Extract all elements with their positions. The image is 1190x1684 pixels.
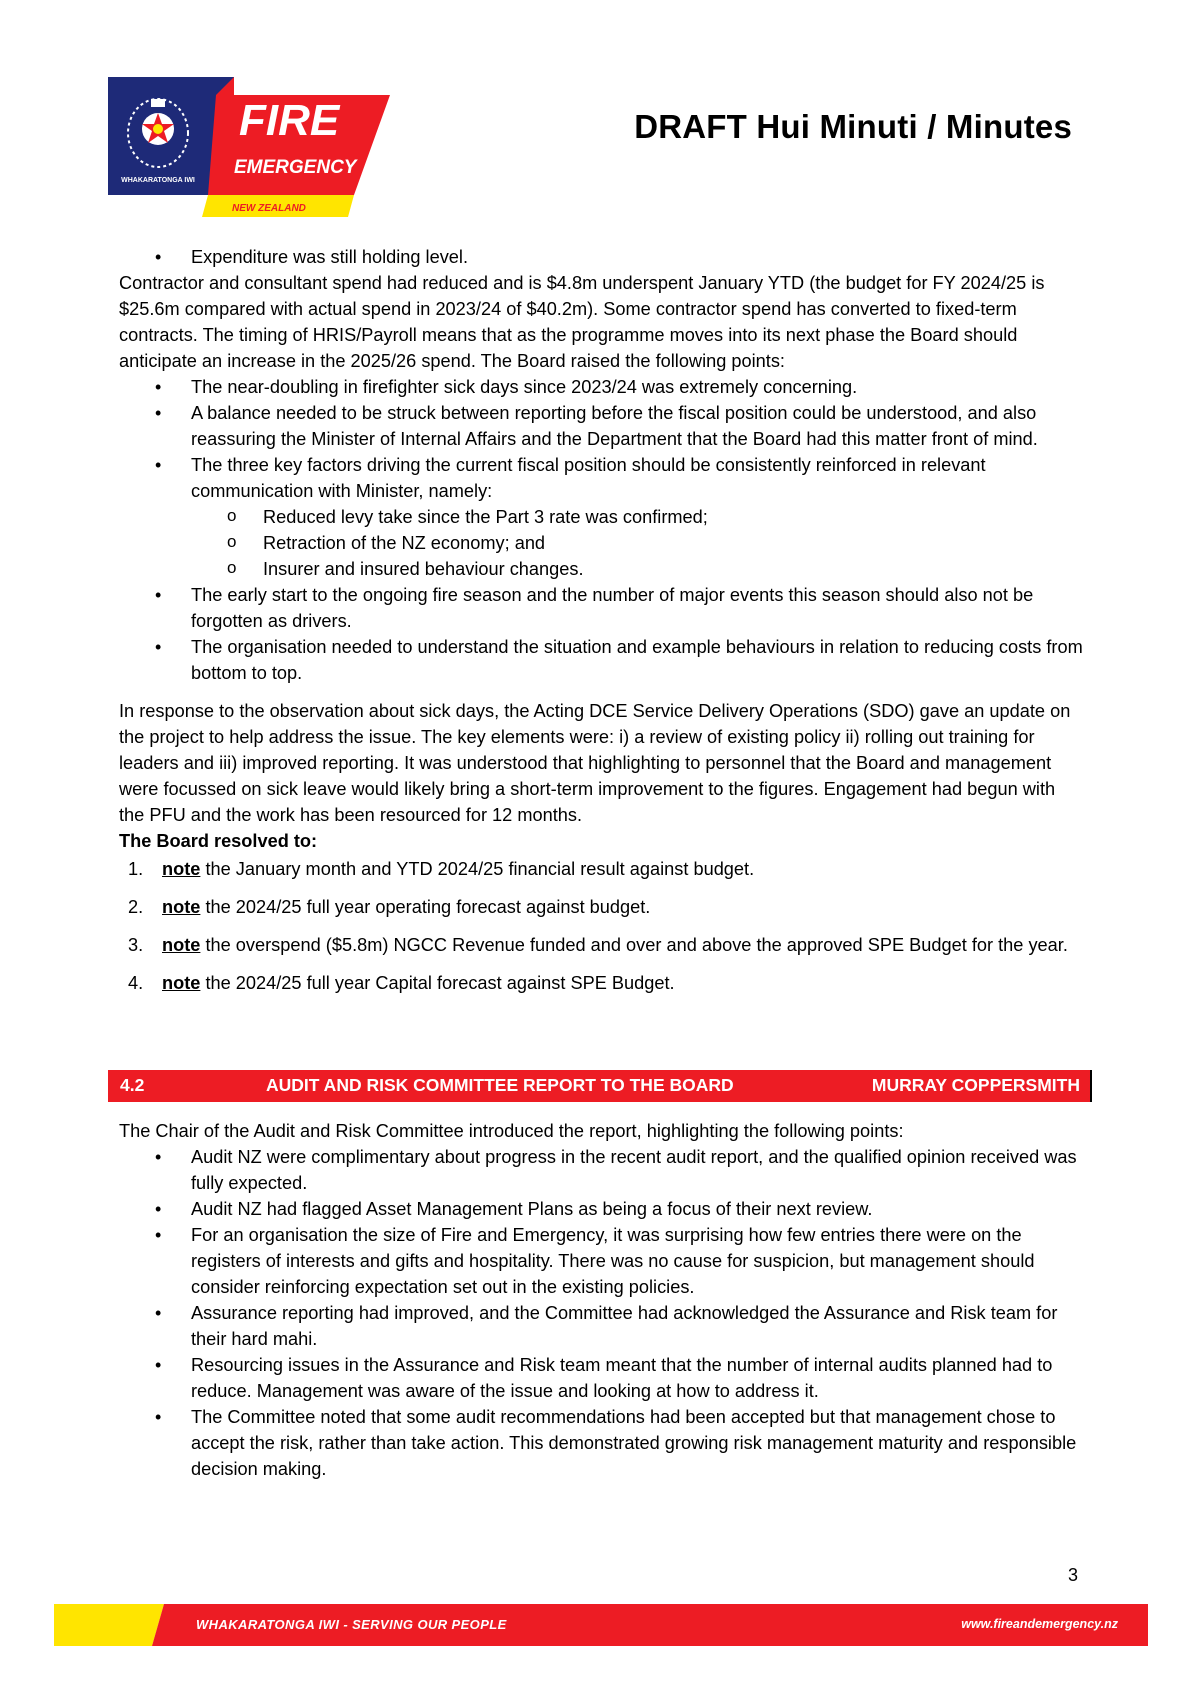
resolution-keyword: note [162, 973, 201, 993]
list-item: • Audit NZ had flagged Asset Management Plans as being a focus of their next review. [119, 1196, 1084, 1222]
resolutions-list [119, 856, 1084, 996]
svg-text:FIRE: FIRE [239, 96, 340, 145]
section-number: 4.2 [120, 1075, 145, 1095]
sick-days-paragraph: In response to the observation about sick days, the Acting DCE Service Delivery Operations (SDO) gave an update on the project to help address the issue. The key elements were: i) a review of existing policy ii) rolling out training for leaders and iii) improved reporting. It was understood that highlighting to personnel that the Board and management were focussed on sick leave would likely bring a short-term improvement to the figures. Engagement had begun with the PFU and the work has been resourced for 12 months. [119, 701, 1071, 825]
sub-list-item: o Insurer and insured behaviour changes. [191, 556, 1084, 582]
list-item: • The Committee noted that some audit recommendations had been accepted but that management chose to accept the risk, rather than take action. This demonstrated growing risk management maturity and responsible decision making. [119, 1404, 1084, 1482]
resolution-item [119, 970, 1084, 996]
resolution-text: the 2024/25 full year Capital forecast against SPE Budget. [200, 973, 675, 993]
audit-intro: The Chair of the Audit and Risk Committee introduced the report, highlighting the following points: [119, 1121, 904, 1141]
resolution-number: 3. [128, 935, 144, 955]
resolution-text: the 2024/25 full year operating forecast against budget. [200, 897, 651, 917]
section-header-bar [108, 1070, 1092, 1102]
resolution-keyword: note [162, 935, 201, 955]
audit-section-body [119, 1118, 1084, 1482]
resolution-number: 4. [128, 973, 144, 993]
minutes-body [119, 244, 1084, 1008]
key-factors-list [191, 504, 1084, 582]
document-title: DRAFT Hui Minuti / Minutes [634, 108, 1072, 145]
resolution-item [119, 894, 1084, 920]
resolution-keyword: note [162, 859, 201, 879]
footer-tagline: WHAKARATONGA IWI - SERVING OUR PEOPLE [196, 1617, 507, 1632]
list-item-text: The three key factors driving the current fiscal position should be consistently reinforced in relevant communication with Minister, namely: [191, 455, 986, 501]
svg-text:NEW ZEALAND: NEW ZEALAND [232, 203, 306, 214]
list-item: • Assurance reporting had improved, and the Committee had acknowledged the Assurance and Risk team for their hard mahi. [119, 1300, 1084, 1352]
resolutions-heading: The Board resolved to: [119, 831, 318, 851]
resolution-item [119, 932, 1084, 958]
list-item [119, 452, 1084, 582]
list-item: • The early start to the ongoing fire season and the number of major events this season should also not be forgotten as drivers. [119, 582, 1084, 634]
svg-text:WHAKARATONGA IWI: WHAKARATONGA IWI [121, 177, 195, 184]
list-item: • Audit NZ were complimentary about progress in the recent audit report, and the qualified opinion received was fully expected. [119, 1144, 1084, 1196]
page-number: 3 [1067, 1565, 1078, 1585]
list-item: • Expenditure was still holding level. [119, 244, 1084, 270]
list-item: • The near-doubling in firefighter sick days since 2023/24 was extremely concerning. [119, 374, 1084, 400]
list-item: • A balance needed to be struck between reporting before the fiscal position could be understood, and also reassuring the Minister of Internal Affairs and the Department that the Board had this matter front of mind. [119, 400, 1084, 452]
list-item: • For an organisation the size of Fire and Emergency, it was surprising how few entries there were on the registers of interests and gifts and hospitality. There was no cause for suspicion, but management should consider reinforcing expectation set out in the existing policies. [119, 1222, 1084, 1300]
svg-text:EMERGENCY: EMERGENCY [234, 157, 357, 178]
resolution-text: the January month and YTD 2024/25 financial result against budget. [200, 859, 755, 879]
list-item: • The organisation needed to understand the situation and example behaviours in relation to reducing costs from bottom to top. [119, 634, 1084, 686]
sub-list-item: o Reduced levy take since the Part 3 rate was confirmed; [191, 504, 1084, 530]
footer-website: www.fireandemergency.nz [961, 1617, 1118, 1631]
fire-emergency-logo [108, 77, 390, 217]
resolution-number: 2. [128, 897, 144, 917]
section-title: AUDIT AND RISK COMMITTEE REPORT TO THE BOARD [266, 1075, 734, 1095]
board-points-list [119, 374, 1084, 686]
audit-points-list [119, 1144, 1084, 1482]
resolution-number: 1. [128, 859, 144, 879]
lead-bullet-list [119, 244, 1084, 270]
resolution-text: the overspend ($5.8m) NGCC Revenue funded and over and above the approved SPE Budget for the year. [200, 935, 1068, 955]
footer-band [54, 1604, 1148, 1646]
contractor-paragraph: Contractor and consultant spend had reduced and is $4.8m underspent January YTD (the budget for FY 2024/25 is $25.6m compared with actual spend in 2023/24 of $40.2m). Some contractor spend has converted to fixed-term contracts. The timing of HRIS/Payroll means that as the programme moves into its next phase the Board should anticipate an increase in the 2025/26 spend. The Board raised the following points: [119, 273, 1045, 371]
sub-list-item: o Retraction of the NZ economy; and [191, 530, 1084, 556]
resolution-item [119, 856, 1084, 882]
section-presenter: MURRAY COPPERSMITH [871, 1075, 1080, 1095]
resolution-keyword: note [162, 897, 201, 917]
list-item: • Resourcing issues in the Assurance and Risk team meant that the number of internal audits planned had to reduce. Management was aware of the issue and looking at how to address it. [119, 1352, 1084, 1404]
